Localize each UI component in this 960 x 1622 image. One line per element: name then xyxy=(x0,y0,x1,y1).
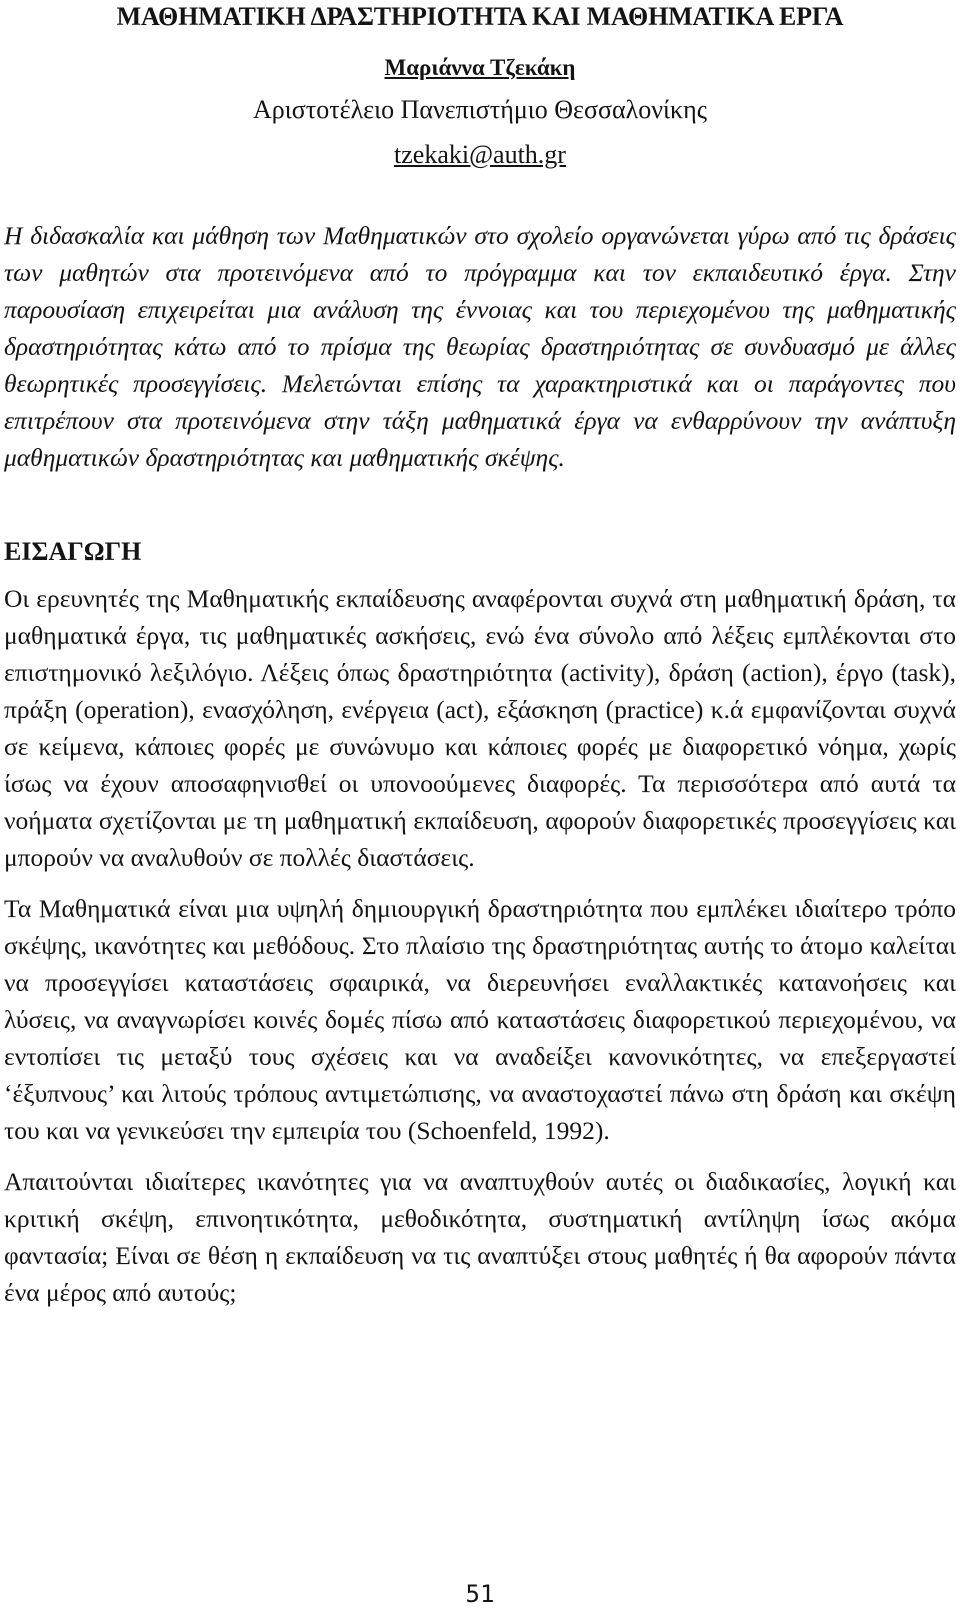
page-number: 51 xyxy=(465,1580,495,1608)
paper-title: ΜΑΘΗΜΑΤΙΚΗ ΔΡΑΣΤΗΡΙΟΤΗΤΑ ΚΑΙ ΜΑΘΗΜΑΤΙΚΑ ΕΡΓΑ xyxy=(116,2,844,31)
author-email[interactable]: tzekaki@auth.gr xyxy=(394,140,566,169)
body-paragraph: Οι ερευνητές της Μαθηματικής εκπαίδευσης αναφέρονται συχνά στη μαθηματική δράση, τα μαθηματικά έργα, τις μαθηματικές ασκήσεις, ενώ ένα σύνολο από λέξεις εμπλέκονται στο επιστημονικό λεξιλόγιο. Λέξεις όπως δραστηριότητα (activity), δράση (action), έργο (task), πράξη (operation), ενασχόληση, ενέργεια (act), εξάσκηση (practice) κ.ά εμφανίζονται συχνά σε κείμενα, κάποιες φορές με συνώνυμο και κάποιες φορές με διαφορετικό νόημα, χωρίς ίσως να έχουν αποσαφηνισθεί οι υπονοούμενες διαφορές. Τα περισσότερα από αυτά τα νοήματα σχετίζονται με τη μαθηματική εκπαίδευση, αφορούν διαφορετικές προσεγγίσεις και μπορούν να αναλυθούν σε πολλές διαστάσεις. xyxy=(4,584,956,872)
section-heading: ΕΙΣΑΓΩΓΗ xyxy=(4,537,142,566)
author-affiliation: Αριστοτέλειο Πανεπιστήμιο Θεσσαλονίκης xyxy=(253,95,707,124)
document-page xyxy=(4,0,956,1311)
body-paragraph: Τα Μαθηματικά είναι μια υψηλή δημιουργική δραστηριότητα που εμπλέκει ιδιαίτερο τρόπο σκέψης, ικανότητες και μεθόδους. Στο πλαίσιο της δραστηριότητας αυτής το άτομο καλείται να προσεγγίσει καταστάσεις σφαιρικά, να διερευνήσει εναλλακτικές κατανοήσεις και λύσεις, να αναγνωρίσει κοινές δομές πίσω από καταστάσεις διαφορετικού περιεχομένου, να εντοπίσει τις μεταξύ τους σχέσεις και να αναδείξει κανονικότητες, να επεξεργαστεί ‘έξυπνους’ και λιτούς τρόπους αντιμετώπισης, να αναστοχαστεί πάνω στη δράση και σκέψη του και να γενικεύσει την εμπειρία του (Schoenfeld, 1992). xyxy=(4,894,956,1145)
author-name: Μαριάννα Τζεκάκη xyxy=(384,55,576,80)
body-paragraph: Απαιτούνται ιδιαίτερες ικανότητες για να αναπτυχθούν αυτές οι διαδικασίες, λογική και κριτική σκέψη, επινοητικότητα, μεθοδικότητα, συστηματική αντίληψη ίσως ακόμα φαντασία; Είναι σε θέση η εκπαίδευση να τις αναπτύξει στους μαθητές ή θα αφορούν πάντα ένα μέρος από αυτούς; xyxy=(4,1167,956,1307)
abstract: Η διδασκαλία και μάθηση των Μαθηματικών στο σχολείο οργανώνεται γύρω από τις δράσεις των μαθητών στα προτεινόμενα από το πρόγραμμα και τον εκπαιδευτικό έργα. Στην παρουσίαση επιχειρείται μια ανάλυση της έννοιας και του περιεχομένου της μαθηματικής δραστηριότητας κάτω από το πρίσμα της θεωρίας δραστηριότητας σε συνδυασμό με άλλες θεωρητικές προσεγγίσεις. Μελετώνται επίσης τα χαρακτηριστικά και οι παράγοντες που επιτρέπουν στα προτεινόμενα στην τάξη μαθηματικά έργα να ενθαρρύνουν την ανάπτυξη μαθηματικών δραστηριότητας και μαθηματικής σκέψης. xyxy=(4,221,956,472)
